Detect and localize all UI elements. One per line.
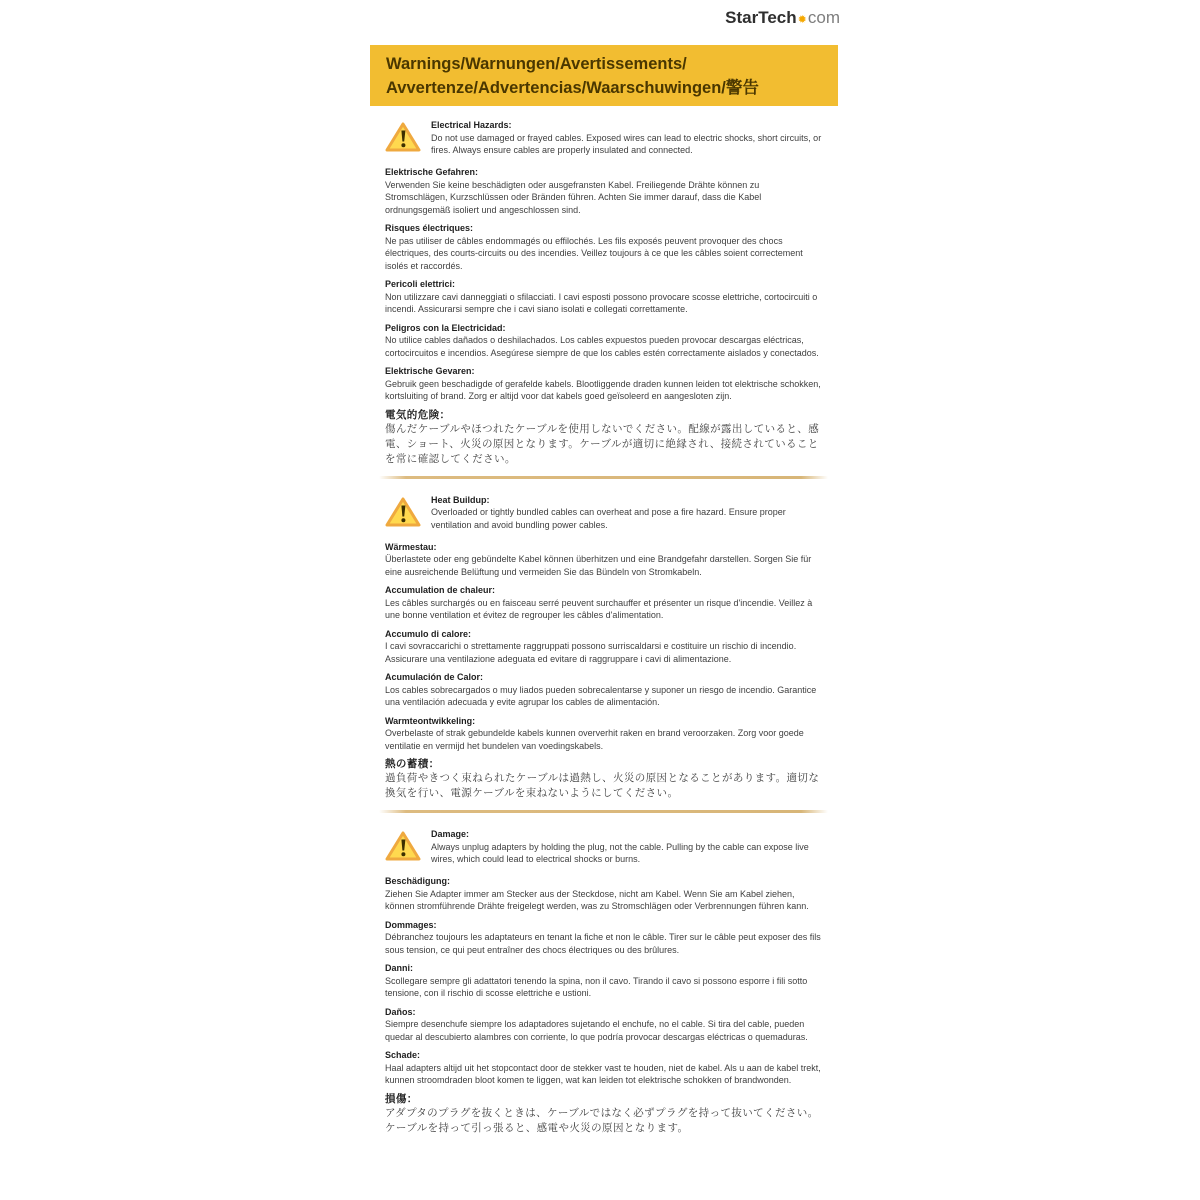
translation-block-de (385, 875, 822, 913)
translation-body: Non utilizzare cavi danneggiati o sfilacciati. I cavi esposti possono provocare scosse elettriche, cortocircuiti o incendi. Assicurarsi sempre che i cavi siano isolati e collegati correttamente. (385, 291, 818, 314)
translation-body: Débranchez toujours les adaptateurs en tenant la fiche et non le câble. Tirer sur le câble peut exposer des fils sous tension, ce qui peut entraîner des chocs électriques ou des brûlures. (385, 932, 821, 955)
banner-line-1: Warnings/Warnungen/Avertissements/ (386, 55, 687, 73)
section-lead-text: Do not use damaged or frayed cables. Exposed wires can lead to electric shocks, short circuits, or fires. Always ensure cables are properly insulated and connected. (431, 132, 822, 155)
section-heat-buildup (385, 494, 822, 802)
section-divider (379, 476, 828, 479)
section-electrical-hazards (385, 119, 822, 467)
translation-heading: Dommages: (385, 919, 437, 930)
translation-body: Ziehen Sie Adapter immer am Stecker aus der Steckdose, nicht am Kabel. Wenn Sie am Kabel ziehen, können stromführende Drähte freigelegt werden, was zu Stromschlägen oder Verbrennungen führen kann. (385, 888, 809, 911)
translation-heading: Accumulo di calore: (385, 628, 472, 639)
translation-block-nl (385, 715, 822, 753)
translation-body: Ne pas utiliser de câbles endommagés ou effilochés. Les fils exposés peuvent provoquer des chocs électriques, des courts-circuits ou des incendies. Veillez toujours à ce que les câbles soient correctement isolés et raccordés. (385, 235, 803, 271)
translation-block-es (385, 671, 822, 709)
translation-heading: Elektrische Gevaren: (385, 366, 475, 376)
translation-heading: Wärmestau: (385, 541, 437, 552)
translation-heading: Peligros con la Electricidad: (385, 322, 506, 333)
translation-block-fr (385, 222, 822, 272)
section-lead-text: Always unplug adapters by holding the plug, not the cable. Pulling by the cable can expose live wires, which could lead to electrical shocks or burns. (431, 841, 809, 864)
section-lead-text: Overloaded or tightly bundled cables can overheat and pose a fire hazard. Ensure proper ventilation and avoid bundling power cables. (431, 507, 786, 530)
starburst-icon: ✹ (797, 14, 807, 26)
logo-brand-text: StarTech (725, 8, 797, 27)
translation-block-de (385, 541, 822, 579)
translation-body: Overbelaste of strak gebundelde kabels kunnen oververhit raken en brand veroorzaken. Zorg voor goede ventilatie en vermijd het bundelen van voedingskabels. (385, 728, 804, 751)
translation-block-ja (385, 409, 822, 467)
translation-body: 過負荷やきつく束ねられたケーブルは過熱し、火災の原因となることがあります。適切な換気を行い、電源ケーブルを束ねないようにしてください。 (385, 772, 820, 799)
section-heading: Damage: (431, 829, 470, 839)
translation-body: No utilice cables dañados o deshilachados. Los cables expuestos pueden provocar descargas eléctricas, cortocircuitos e incendios. Asegúrese siempre de que los cables estén correctamente aislados y conectados. (385, 335, 819, 358)
translation-body: I cavi sovraccarichi o strettamente raggruppati possono surriscaldarsi e costituire un rischio di incendio. Assicurare una ventilazione adeguata ed evitare di raggruppare i cavi di alimentazione. (385, 641, 797, 664)
translation-heading: 電気的危険： (385, 408, 451, 421)
translation-heading: Pericoli elettrici: (385, 279, 456, 289)
translation-block-it (385, 628, 822, 666)
translation-heading: Elektrische Gefahren: (385, 167, 479, 177)
startech-logo (690, 8, 840, 28)
translation-block-es (385, 322, 822, 360)
translation-block-ja (385, 1093, 822, 1136)
translation-heading: 損傷： (385, 1092, 418, 1105)
translation-heading: 熱の蓄積： (385, 758, 440, 770)
translation-body: アダプタのプラグを抜くときは、ケーブルではなく必ずプラグを持って抜いてください。ケーブルを持って引っ張ると、感電や火災の原因となります。 (385, 1106, 819, 1134)
logo-suffix-text: com (807, 8, 840, 27)
warnings-banner (370, 45, 838, 106)
section-heading: Electrical Hazards: (431, 120, 512, 130)
translation-heading: Daños: (385, 1006, 416, 1017)
translation-block-ja (385, 758, 822, 801)
translation-body: Verwenden Sie keine beschädigten oder ausgefransten Kabel. Freiliegende Drähte können zu Stromschlägen, Kurzschlüssen oder Bränden führen. Achten Sie immer darauf, dass die Kabel ordnungsgemäß isoliert und angeschlossen sind. (385, 179, 762, 215)
translation-body: Gebruik geen beschadigde of gerafelde kabels. Blootliggende draden kunnen leiden tot elektrische schokken, kortsluiting of brand. Zorg er altijd voor dat kabels goed geïsoleerd en aangesloten zijn. (385, 378, 821, 401)
translation-body: Haal adapters altijd uit het stopcontact door de stekker vast te houden, niet de kabel. Als u aan de kabel trekt, kunnen stroomdraden bloot komen te liggen, wat kan leiden tot elektrische schokken of brandwonden. (385, 1062, 821, 1085)
translation-block-it (385, 962, 822, 1000)
warning-triangle-icon (385, 828, 421, 867)
translation-heading: Danni: (385, 963, 413, 973)
section-heading: Heat Buildup: (431, 494, 490, 505)
translation-body: Les câbles surchargés ou en faisceau serré peuvent surchauffer et présenter un risque d'incendie. Veillez à une bonne ventilation et évitez de regrouper les câbles d'alimentation. (385, 597, 813, 620)
warning-triangle-icon (385, 494, 421, 533)
translation-heading: Risques électriques: (385, 223, 474, 233)
translation-block-es (385, 1006, 822, 1044)
translation-body: Scollegare sempre gli adattatori tenendo la spina, non il cavo. Tirando il cavo si possono esporre i fili sotto tensione, con il rischio di scosse elettriche e ustioni. (385, 975, 808, 998)
translation-body: Los cables sobrecargados o muy liados pueden sobrecalentarse y suponer un riesgo de incendio. Garantice una ventilación adecuada y evite agrupar los cables de alimentación. (385, 684, 817, 707)
electrical-lead (385, 119, 822, 158)
translation-body: Siempre desenchufe siempre los adaptadores sujetando el enchufe, no el cable. Si tira del cable, pueden quedar al descubierto alambres con corriente, lo que podría provocar descargas eléctricas o quemaduras. (385, 1019, 808, 1042)
translation-body: Überlastete oder eng gebündelte Kabel können überhitzen und eine Brandgefahr darstellen. Sorgen Sie für eine ausreichende Belüftung und vermeiden Sie das Bündeln von Stromkabeln. (385, 554, 812, 577)
translation-body: 傷んだケーブルやほつれたケーブルを使用しないでください。配線が露出していると、感電、ショート、火災の原因となります。ケーブルが適切に絶縁され、接続されていることを常に確認してください。 (385, 422, 820, 465)
translation-heading: Beschädigung: (385, 876, 451, 886)
translation-block-fr (385, 919, 822, 957)
warnings-content (385, 119, 822, 1142)
heat-lead (385, 494, 822, 533)
translation-block-it (385, 278, 822, 316)
translation-heading: Schade: (385, 1050, 421, 1060)
translation-block-nl (385, 1049, 822, 1087)
translation-heading: Warmteontwikkeling: (385, 715, 476, 726)
translation-heading: Accumulation de chaleur: (385, 585, 496, 595)
translation-heading: Acumulación de Calor: (385, 672, 484, 682)
translation-block-de (385, 166, 822, 216)
section-damage (385, 828, 822, 1136)
translation-block-nl (385, 365, 822, 403)
section-divider (379, 810, 828, 813)
warning-triangle-icon (385, 119, 421, 158)
translation-block-fr (385, 584, 822, 622)
banner-line-2: Avvertenze/Advertencias/Waarschuwingen/警告 (386, 79, 759, 97)
damage-lead (385, 828, 822, 867)
